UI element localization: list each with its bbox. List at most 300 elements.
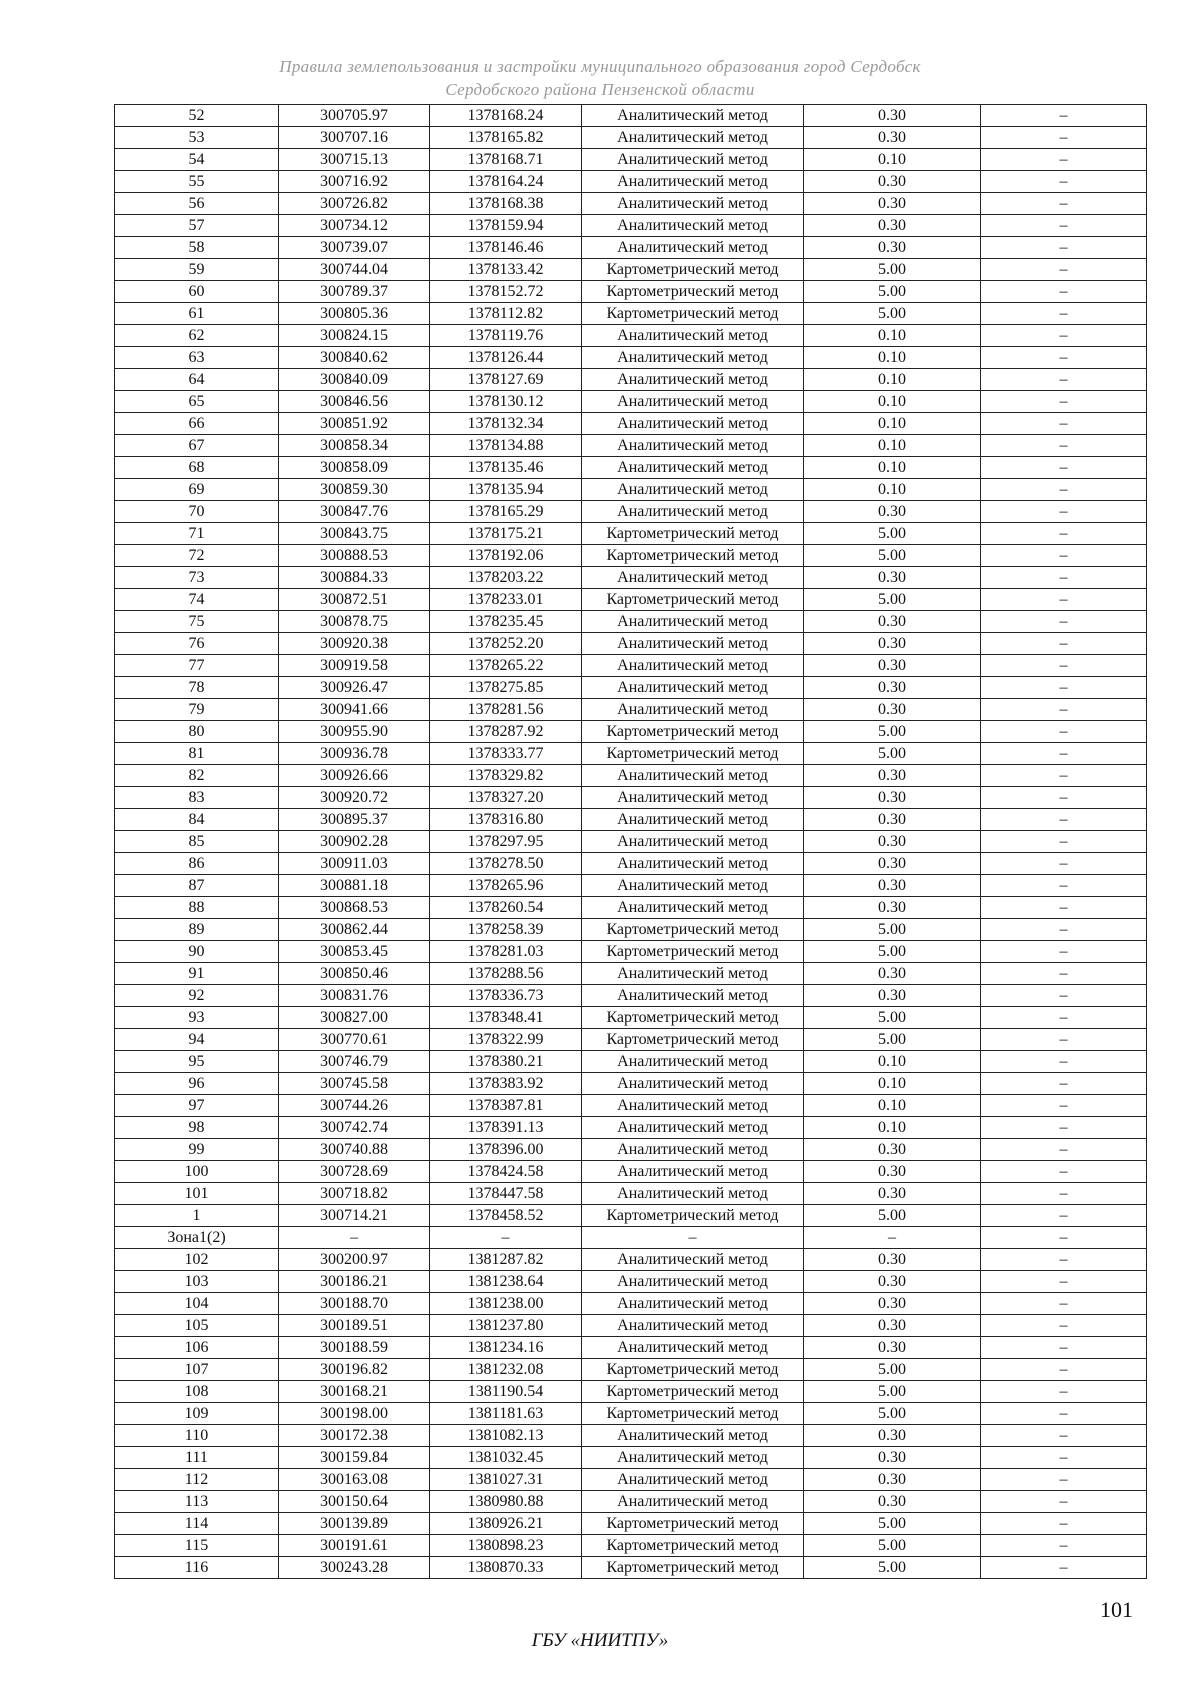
note-cell: – [981, 1337, 1147, 1359]
note-cell: – [981, 1271, 1147, 1293]
x-coordinate-cell: 300911.03 [279, 853, 430, 875]
method-cell: Аналитический метод [582, 853, 804, 875]
note-cell: – [981, 545, 1147, 567]
accuracy-cell: 5.00 [804, 523, 981, 545]
note-cell: – [981, 171, 1147, 193]
x-coordinate-cell: 300846.56 [279, 391, 430, 413]
y-coordinate-cell: 1378203.22 [430, 567, 582, 589]
x-coordinate-cell: 300742.74 [279, 1117, 430, 1139]
note-cell: – [981, 875, 1147, 897]
y-coordinate-cell: 1380926.21 [430, 1513, 582, 1535]
method-cell: Картометрический метод [582, 259, 804, 281]
y-coordinate-cell: 1378175.21 [430, 523, 582, 545]
point-number-cell: 73 [115, 567, 279, 589]
accuracy-cell: 0.30 [804, 1161, 981, 1183]
method-cell: Аналитический метод [582, 1425, 804, 1447]
y-coordinate-cell: 1378333.77 [430, 743, 582, 765]
x-coordinate-cell: 300858.09 [279, 457, 430, 479]
table-row [115, 105, 1147, 127]
accuracy-cell: 5.00 [804, 1381, 981, 1403]
method-cell: Аналитический метод [582, 215, 804, 237]
x-coordinate-cell: 300851.92 [279, 413, 430, 435]
x-coordinate-cell: 300734.12 [279, 215, 430, 237]
accuracy-cell: 0.10 [804, 325, 981, 347]
y-coordinate-cell: 1381181.63 [430, 1403, 582, 1425]
x-coordinate-cell: 300858.34 [279, 435, 430, 457]
x-coordinate-cell: 300740.88 [279, 1139, 430, 1161]
table-row [115, 897, 1147, 919]
x-coordinate-cell: 300881.18 [279, 875, 430, 897]
y-coordinate-cell: 1378265.96 [430, 875, 582, 897]
point-number-cell: 115 [115, 1535, 279, 1557]
table-row [115, 721, 1147, 743]
note-cell: – [981, 215, 1147, 237]
method-cell: Картометрический метод [582, 303, 804, 325]
y-coordinate-cell: 1381232.08 [430, 1359, 582, 1381]
y-coordinate-cell: 1378134.88 [430, 435, 582, 457]
note-cell: – [981, 1535, 1147, 1557]
table-row [115, 1535, 1147, 1557]
accuracy-cell: 5.00 [804, 259, 981, 281]
accuracy-cell: 0.10 [804, 149, 981, 171]
note-cell: – [981, 193, 1147, 215]
point-number-cell: 105 [115, 1315, 279, 1337]
x-coordinate-cell: 300159.84 [279, 1447, 430, 1469]
accuracy-cell: 0.10 [804, 1051, 981, 1073]
y-coordinate-cell: 1381234.16 [430, 1337, 582, 1359]
point-number-cell: 82 [115, 765, 279, 787]
table-row [115, 941, 1147, 963]
point-number-cell: 89 [115, 919, 279, 941]
x-coordinate-cell: 300955.90 [279, 721, 430, 743]
point-number-cell: 1 [115, 1205, 279, 1227]
method-cell: Картометрический метод [582, 1557, 804, 1579]
y-coordinate-cell: 1378278.50 [430, 853, 582, 875]
table-row [115, 545, 1147, 567]
note-cell: – [981, 1249, 1147, 1271]
x-coordinate-cell: 300868.53 [279, 897, 430, 919]
method-cell: Аналитический метод [582, 831, 804, 853]
x-coordinate-cell: 300840.09 [279, 369, 430, 391]
point-number-cell: 96 [115, 1073, 279, 1095]
method-cell: Аналитический метод [582, 1447, 804, 1469]
accuracy-cell: 0.30 [804, 787, 981, 809]
x-coordinate-cell: 300744.26 [279, 1095, 430, 1117]
point-number-cell: 92 [115, 985, 279, 1007]
note-cell: – [981, 127, 1147, 149]
table-row [115, 589, 1147, 611]
accuracy-cell: 0.30 [804, 237, 981, 259]
accuracy-cell: 0.30 [804, 655, 981, 677]
point-number-cell: 107 [115, 1359, 279, 1381]
accuracy-cell: 5.00 [804, 1557, 981, 1579]
note-cell: – [981, 941, 1147, 963]
point-number-cell: 55 [115, 171, 279, 193]
note-cell: – [981, 457, 1147, 479]
method-cell: Аналитический метод [582, 171, 804, 193]
table-row [115, 501, 1147, 523]
table-row [115, 259, 1147, 281]
x-coordinate-cell: 300847.76 [279, 501, 430, 523]
note-cell: – [981, 149, 1147, 171]
method-cell: Аналитический метод [582, 809, 804, 831]
x-coordinate-cell: 300707.16 [279, 127, 430, 149]
y-coordinate-cell: 1378383.92 [430, 1073, 582, 1095]
x-coordinate-cell: 300843.75 [279, 523, 430, 545]
point-number-cell: 111 [115, 1447, 279, 1469]
table-row [115, 809, 1147, 831]
method-cell: Картометрический метод [582, 941, 804, 963]
y-coordinate-cell: 1378258.39 [430, 919, 582, 941]
table-row [115, 1381, 1147, 1403]
y-coordinate-cell: 1378391.13 [430, 1117, 582, 1139]
y-coordinate-cell: 1378192.06 [430, 545, 582, 567]
method-cell: Аналитический метод [582, 479, 804, 501]
table-row [115, 457, 1147, 479]
point-number-cell: 68 [115, 457, 279, 479]
point-number-cell: 103 [115, 1271, 279, 1293]
point-number-cell: 56 [115, 193, 279, 215]
method-cell: Картометрический метод [582, 721, 804, 743]
y-coordinate-cell: 1378329.82 [430, 765, 582, 787]
accuracy-cell: 0.30 [804, 699, 981, 721]
table-row [115, 1183, 1147, 1205]
y-coordinate-cell: 1381032.45 [430, 1447, 582, 1469]
note-cell: – [981, 105, 1147, 127]
method-cell: Аналитический метод [582, 1249, 804, 1271]
x-coordinate-cell: 300189.51 [279, 1315, 430, 1337]
point-number-cell: 52 [115, 105, 279, 127]
x-coordinate-cell: 300920.38 [279, 633, 430, 655]
point-number-cell: 108 [115, 1381, 279, 1403]
accuracy-cell: 5.00 [804, 303, 981, 325]
point-number-cell: 91 [115, 963, 279, 985]
table-row [115, 1117, 1147, 1139]
method-cell: Аналитический метод [582, 875, 804, 897]
note-cell: – [981, 1183, 1147, 1205]
note-cell: – [981, 1315, 1147, 1337]
method-cell: Аналитический метод [582, 699, 804, 721]
y-coordinate-cell: 1378165.29 [430, 501, 582, 523]
method-cell: Аналитический метод [582, 1293, 804, 1315]
method-cell: Аналитический метод [582, 1117, 804, 1139]
method-cell: Картометрический метод [582, 545, 804, 567]
note-cell: – [981, 1381, 1147, 1403]
table-row [115, 655, 1147, 677]
method-cell: Аналитический метод [582, 435, 804, 457]
method-cell: Аналитический метод [582, 149, 804, 171]
accuracy-cell: 0.30 [804, 105, 981, 127]
method-cell: Аналитический метод [582, 567, 804, 589]
page-footer: ГБУ «НИИТПУ» [531, 1630, 669, 1651]
table-row [115, 1161, 1147, 1183]
accuracy-cell: 0.10 [804, 1073, 981, 1095]
x-coordinate-cell: 300920.72 [279, 787, 430, 809]
point-number-cell: 69 [115, 479, 279, 501]
accuracy-cell: 0.10 [804, 435, 981, 457]
accuracy-cell: 5.00 [804, 1007, 981, 1029]
table-row [115, 523, 1147, 545]
table-row [115, 347, 1147, 369]
accuracy-cell: 0.30 [804, 1271, 981, 1293]
accuracy-cell: 0.30 [804, 1491, 981, 1513]
point-number-cell: 94 [115, 1029, 279, 1051]
note-cell: – [981, 611, 1147, 633]
accuracy-cell: 0.30 [804, 1447, 981, 1469]
method-cell: Аналитический метод [582, 501, 804, 523]
method-cell: Аналитический метод [582, 1139, 804, 1161]
point-number-cell: 114 [115, 1513, 279, 1535]
x-coordinate-cell: 300884.33 [279, 567, 430, 589]
note-cell: – [981, 1403, 1147, 1425]
point-number-cell: 65 [115, 391, 279, 413]
table-row [115, 787, 1147, 809]
table-row [115, 853, 1147, 875]
method-cell: Картометрический метод [582, 1513, 804, 1535]
table-row [115, 765, 1147, 787]
point-number-cell: 84 [115, 809, 279, 831]
note-cell: – [981, 831, 1147, 853]
accuracy-cell: 5.00 [804, 1029, 981, 1051]
y-coordinate-cell: 1378119.76 [430, 325, 582, 347]
point-number-cell: 57 [115, 215, 279, 237]
method-cell: Аналитический метод [582, 985, 804, 1007]
accuracy-cell: 0.10 [804, 1095, 981, 1117]
accuracy-cell: 0.30 [804, 215, 981, 237]
table-row [115, 919, 1147, 941]
note-cell: – [981, 281, 1147, 303]
method-cell: – [582, 1227, 804, 1249]
y-coordinate-cell: 1378297.95 [430, 831, 582, 853]
method-cell: Аналитический метод [582, 1491, 804, 1513]
x-coordinate-cell: 300168.21 [279, 1381, 430, 1403]
point-number-cell: 83 [115, 787, 279, 809]
x-coordinate-cell: 300200.97 [279, 1249, 430, 1271]
x-coordinate-cell: 300827.00 [279, 1007, 430, 1029]
accuracy-cell: 0.30 [804, 1337, 981, 1359]
coordinates-table-body [115, 105, 1147, 1579]
method-cell: Аналитический метод [582, 765, 804, 787]
x-coordinate-cell: 300919.58 [279, 655, 430, 677]
x-coordinate-cell: 300714.21 [279, 1205, 430, 1227]
point-number-cell: 59 [115, 259, 279, 281]
y-coordinate-cell: 1378322.99 [430, 1029, 582, 1051]
table-row [115, 743, 1147, 765]
table-row [115, 1491, 1147, 1513]
y-coordinate-cell: 1378281.03 [430, 941, 582, 963]
running-header-line-2: Сердобского района Пензенской области [445, 80, 755, 99]
method-cell: Картометрический метод [582, 1007, 804, 1029]
note-cell: – [981, 1161, 1147, 1183]
table-row [115, 171, 1147, 193]
y-coordinate-cell: 1381237.80 [430, 1315, 582, 1337]
page-number: 101 [1100, 1597, 1133, 1622]
y-coordinate-cell: 1378275.85 [430, 677, 582, 699]
y-coordinate-cell: 1378348.41 [430, 1007, 582, 1029]
point-number-cell: 93 [115, 1007, 279, 1029]
note-cell: – [981, 567, 1147, 589]
table-row [115, 611, 1147, 633]
y-coordinate-cell: 1378132.34 [430, 413, 582, 435]
accuracy-cell: 0.10 [804, 347, 981, 369]
accuracy-cell: 0.30 [804, 1315, 981, 1337]
table-row [115, 1205, 1147, 1227]
accuracy-cell: 0.30 [804, 501, 981, 523]
method-cell: Аналитический метод [582, 677, 804, 699]
accuracy-cell: 0.30 [804, 1139, 981, 1161]
point-number-cell: 66 [115, 413, 279, 435]
y-coordinate-cell: 1378288.56 [430, 963, 582, 985]
note-cell: – [981, 523, 1147, 545]
y-coordinate-cell: 1380870.33 [430, 1557, 582, 1579]
y-coordinate-cell: 1378168.71 [430, 149, 582, 171]
accuracy-cell: 0.30 [804, 875, 981, 897]
table-row [115, 1029, 1147, 1051]
y-coordinate-cell: 1381287.82 [430, 1249, 582, 1271]
accuracy-cell: 0.30 [804, 765, 981, 787]
x-coordinate-cell: 300188.59 [279, 1337, 430, 1359]
running-header-line-1: Правила землепользования и застройки муниципального образования город Сердобск [279, 57, 921, 76]
point-number-cell: 81 [115, 743, 279, 765]
x-coordinate-cell: 300139.89 [279, 1513, 430, 1535]
table-row [115, 193, 1147, 215]
y-coordinate-cell: 1378235.45 [430, 611, 582, 633]
y-coordinate-cell: 1378164.24 [430, 171, 582, 193]
y-coordinate-cell: 1380898.23 [430, 1535, 582, 1557]
y-coordinate-cell: 1378252.20 [430, 633, 582, 655]
accuracy-cell: 5.00 [804, 1359, 981, 1381]
y-coordinate-cell: 1378281.56 [430, 699, 582, 721]
method-cell: Аналитический метод [582, 391, 804, 413]
table-row [115, 963, 1147, 985]
table-row [115, 677, 1147, 699]
point-number-cell: 67 [115, 435, 279, 457]
table-row [115, 215, 1147, 237]
table-row [115, 1469, 1147, 1491]
note-cell: – [981, 1557, 1147, 1579]
accuracy-cell: 5.00 [804, 1535, 981, 1557]
x-coordinate-cell: 300705.97 [279, 105, 430, 127]
y-coordinate-cell: 1378287.92 [430, 721, 582, 743]
note-cell: – [981, 1359, 1147, 1381]
accuracy-cell: 5.00 [804, 941, 981, 963]
method-cell: Аналитический метод [582, 413, 804, 435]
method-cell: Аналитический метод [582, 127, 804, 149]
note-cell: – [981, 347, 1147, 369]
x-coordinate-cell: 300831.76 [279, 985, 430, 1007]
point-number-cell: 110 [115, 1425, 279, 1447]
y-coordinate-cell: 1378265.22 [430, 655, 582, 677]
table-row [115, 1337, 1147, 1359]
y-coordinate-cell: 1378130.12 [430, 391, 582, 413]
table-row [115, 699, 1147, 721]
accuracy-cell: 0.30 [804, 897, 981, 919]
y-coordinate-cell: 1381238.00 [430, 1293, 582, 1315]
note-cell: – [981, 699, 1147, 721]
method-cell: Картометрический метод [582, 1359, 804, 1381]
method-cell: Аналитический метод [582, 1051, 804, 1073]
accuracy-cell: 5.00 [804, 1403, 981, 1425]
note-cell: – [981, 853, 1147, 875]
table-row [115, 985, 1147, 1007]
accuracy-cell: 0.10 [804, 413, 981, 435]
note-cell: – [981, 369, 1147, 391]
y-coordinate-cell: 1378316.80 [430, 809, 582, 831]
x-coordinate-cell: 300744.04 [279, 259, 430, 281]
point-number-cell: 64 [115, 369, 279, 391]
x-coordinate-cell: 300726.82 [279, 193, 430, 215]
table-row [115, 1557, 1147, 1579]
note-cell: – [981, 963, 1147, 985]
accuracy-cell: – [804, 1227, 981, 1249]
table-row [115, 1227, 1147, 1249]
note-cell: – [981, 897, 1147, 919]
accuracy-cell: 0.30 [804, 853, 981, 875]
table-row [115, 127, 1147, 149]
x-coordinate-cell: 300770.61 [279, 1029, 430, 1051]
y-coordinate-cell: 1378135.46 [430, 457, 582, 479]
method-cell: Аналитический метод [582, 787, 804, 809]
table-row [115, 303, 1147, 325]
method-cell: Картометрический метод [582, 1381, 804, 1403]
note-cell: – [981, 1469, 1147, 1491]
x-coordinate-cell: 300859.30 [279, 479, 430, 501]
table-row [115, 1359, 1147, 1381]
point-number-cell: 116 [115, 1557, 279, 1579]
note-cell: – [981, 303, 1147, 325]
point-number-cell: 62 [115, 325, 279, 347]
note-cell: – [981, 1073, 1147, 1095]
accuracy-cell: 0.10 [804, 391, 981, 413]
x-coordinate-cell: 300188.70 [279, 1293, 430, 1315]
x-coordinate-cell: 300172.38 [279, 1425, 430, 1447]
point-number-cell: 60 [115, 281, 279, 303]
point-number-cell: 99 [115, 1139, 279, 1161]
method-cell: Аналитический метод [582, 1095, 804, 1117]
note-cell: – [981, 1293, 1147, 1315]
point-number-cell: 74 [115, 589, 279, 611]
accuracy-cell: 0.10 [804, 369, 981, 391]
table-row [115, 875, 1147, 897]
y-coordinate-cell: 1381238.64 [430, 1271, 582, 1293]
table-row [115, 369, 1147, 391]
accuracy-cell: 5.00 [804, 743, 981, 765]
y-coordinate-cell: 1380980.88 [430, 1491, 582, 1513]
note-cell: – [981, 325, 1147, 347]
table-row [115, 479, 1147, 501]
note-cell: – [981, 501, 1147, 523]
x-coordinate-cell: 300853.45 [279, 941, 430, 963]
accuracy-cell: 5.00 [804, 1513, 981, 1535]
x-coordinate-cell: 300895.37 [279, 809, 430, 831]
point-number-cell: 77 [115, 655, 279, 677]
method-cell: Аналитический метод [582, 347, 804, 369]
point-number-cell: Зона1(2) [115, 1227, 279, 1249]
x-coordinate-cell: 300824.15 [279, 325, 430, 347]
y-coordinate-cell: 1378168.24 [430, 105, 582, 127]
x-coordinate-cell: 300198.00 [279, 1403, 430, 1425]
y-coordinate-cell: 1378165.82 [430, 127, 582, 149]
note-cell: – [981, 1513, 1147, 1535]
note-cell: – [981, 413, 1147, 435]
table-row [115, 567, 1147, 589]
accuracy-cell: 0.30 [804, 127, 981, 149]
note-cell: – [981, 391, 1147, 413]
note-cell: – [981, 721, 1147, 743]
x-coordinate-cell: 300862.44 [279, 919, 430, 941]
x-coordinate-cell: 300746.79 [279, 1051, 430, 1073]
table-row [115, 149, 1147, 171]
